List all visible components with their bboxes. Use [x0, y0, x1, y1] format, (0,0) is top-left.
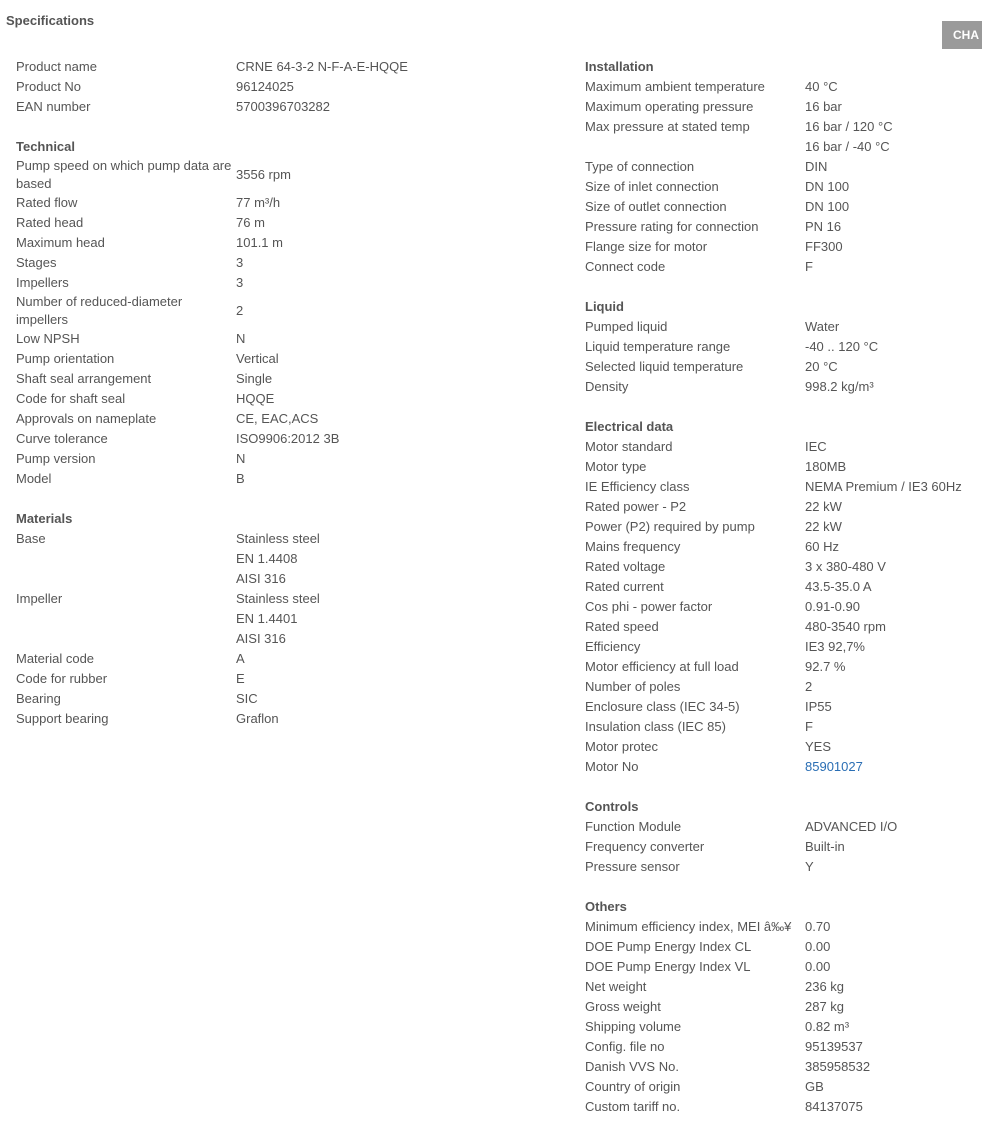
- spec-value-line: EN 1.4401: [236, 611, 298, 626]
- spec-value: N: [236, 451, 246, 466]
- spec-label: Pressure rating for connection: [585, 219, 759, 234]
- spec-label: Impeller: [16, 591, 63, 606]
- left-column: [16, 57, 556, 749]
- spec-value: 76 m: [236, 215, 265, 230]
- spec-row: [585, 1097, 974, 1117]
- spec-row: [585, 117, 974, 157]
- spec-row: [16, 77, 556, 97]
- spec-row: [585, 377, 974, 397]
- spec-value: CE, EAC,ACS: [236, 411, 319, 426]
- spec-label: Shaft seal arrangement: [16, 371, 152, 386]
- spec-row: [16, 213, 556, 233]
- spec-row: [16, 97, 556, 117]
- spec-label: DOE Pump Energy Index VL: [585, 959, 751, 974]
- spec-row: [585, 1017, 974, 1037]
- spec-value: 180MB: [805, 459, 847, 474]
- spec-value: F: [805, 719, 813, 734]
- spec-row: [16, 57, 556, 77]
- spec-row: [16, 689, 556, 709]
- spec-value: 2: [236, 303, 244, 318]
- page-title: Specifications: [6, 13, 95, 28]
- spec-row: [585, 917, 974, 937]
- spec-row: [16, 669, 556, 689]
- spec-label: Power (P2) required by pump: [585, 519, 755, 534]
- spec-label: Rated speed: [585, 619, 659, 634]
- spec-value: 3 x 380-480 V: [805, 559, 886, 574]
- spec-label: Pump orientation: [16, 351, 115, 366]
- spec-row: [585, 577, 974, 597]
- spec-value: 96124025: [236, 79, 294, 94]
- spec-value: -40 .. 120 °C: [805, 339, 879, 354]
- spec-value-line: AISI 316: [236, 631, 286, 646]
- spec-row: [585, 257, 974, 277]
- spec-row: [16, 157, 556, 193]
- spec-label: IE Efficiency class: [585, 479, 690, 494]
- controls-section: [585, 797, 974, 877]
- spec-value: 5700396703282: [236, 99, 330, 114]
- spec-row: [16, 369, 556, 389]
- spec-label: Custom tariff no.: [585, 1099, 681, 1114]
- spec-label: Base: [16, 531, 46, 546]
- spec-label: Enclosure class (IEC 34-5): [585, 699, 740, 714]
- spec-label: Max pressure at stated temp: [585, 119, 750, 134]
- spec-label: Minimum efficiency index, MEI â‰¥: [585, 919, 792, 934]
- section-title: Electrical data: [585, 419, 674, 434]
- spec-label: Frequency converter: [585, 839, 705, 854]
- spec-label: Motor efficiency at full load: [585, 659, 739, 674]
- general-section: [16, 57, 556, 117]
- spec-value: E: [236, 671, 245, 686]
- spec-label: Gross weight: [585, 999, 661, 1014]
- spec-row: [585, 817, 974, 837]
- spec-value-line: Stainless steel: [236, 591, 320, 606]
- spec-row: [585, 217, 974, 237]
- spec-row: [16, 349, 556, 369]
- spec-label: Number of poles: [585, 679, 681, 694]
- spec-value: 84137075: [805, 1099, 863, 1114]
- spec-row: [16, 469, 556, 489]
- spec-value: 0.91-0.90: [805, 599, 860, 614]
- spec-row: [585, 597, 974, 617]
- spec-label: Code for shaft seal: [16, 391, 126, 406]
- spec-label: Pump version: [16, 451, 96, 466]
- section-title: Controls: [585, 799, 639, 814]
- spec-row: [585, 717, 974, 737]
- spec-value: IP55: [805, 699, 832, 714]
- spec-label: Model: [16, 471, 52, 486]
- spec-label: Country of origin: [585, 1079, 681, 1094]
- spec-row: [16, 253, 556, 273]
- spec-value: DN 100: [805, 199, 850, 214]
- spec-value-line: Stainless steel: [236, 531, 320, 546]
- spec-label: Maximum head: [16, 235, 105, 250]
- spec-value: FF300: [805, 239, 843, 254]
- spec-value: A: [236, 651, 245, 666]
- spec-row: [585, 317, 974, 337]
- spec-value: 22 kW: [805, 519, 842, 534]
- spec-row: [585, 517, 974, 537]
- spec-row: [585, 857, 974, 877]
- spec-label: Rated power - P2: [585, 499, 687, 514]
- spec-value: Water: [805, 319, 840, 334]
- spec-row: [16, 329, 556, 349]
- spec-label: Rated current: [585, 579, 664, 594]
- spec-value: 22 kW: [805, 499, 842, 514]
- spec-row: [585, 977, 974, 997]
- spec-value: 480-3540 rpm: [805, 619, 886, 634]
- spec-label: Rated voltage: [585, 559, 666, 574]
- section-title: Others: [585, 899, 627, 914]
- spec-value: 2: [805, 679, 813, 694]
- section-title: Technical: [16, 139, 76, 154]
- spec-value: 101.1 m: [236, 235, 283, 250]
- spec-label: Product No: [16, 79, 82, 94]
- spec-row: [585, 657, 974, 677]
- spec-value: 60 Hz: [805, 539, 839, 554]
- spec-label: Code for rubber: [16, 671, 108, 686]
- spec-row: [585, 937, 974, 957]
- spec-value: 998.2 kg/m³: [805, 379, 874, 394]
- spec-label: Connect code: [585, 259, 666, 274]
- spec-value: YES: [805, 739, 832, 754]
- spec-value-line: EN 1.4408: [236, 551, 298, 566]
- spec-value: GB: [805, 1079, 824, 1094]
- spec-label: Danish VVS No.: [585, 1059, 679, 1074]
- spec-label: Net weight: [585, 979, 647, 994]
- spec-row: [16, 389, 556, 409]
- spec-label: Config. file no: [585, 1039, 665, 1054]
- spec-value: NEMA Premium / IE3 60Hz: [805, 479, 962, 494]
- spec-value: 0.70: [805, 919, 831, 934]
- spec-label: Motor protec: [585, 739, 658, 754]
- spec-value: 236 kg: [805, 979, 845, 994]
- spec-row: [585, 457, 974, 477]
- spec-value: 20 °C: [805, 359, 838, 374]
- section-title: Liquid: [585, 299, 624, 314]
- spec-value: DN 100: [805, 179, 850, 194]
- spec-row: [16, 233, 556, 253]
- spec-label: Product name: [16, 59, 97, 74]
- spec-label: Motor No: [585, 759, 639, 774]
- spec-label: DOE Pump Energy Index CL: [585, 939, 752, 954]
- spec-value: HQQE: [236, 391, 275, 406]
- spec-row: [585, 617, 974, 637]
- spec-value: [236, 589, 556, 649]
- others-section: [585, 897, 974, 1117]
- spec-row: [585, 197, 974, 217]
- spec-label: Shipping volume: [585, 1019, 682, 1034]
- spec-row: [585, 637, 974, 657]
- spec-value-line: 16 bar / -40 °C: [805, 139, 890, 154]
- spec-value: CRNE 64-3-2 N-F-A-E-HQQE: [236, 59, 408, 74]
- spec-label: Type of connection: [585, 159, 695, 174]
- spec-label: Selected liquid temperature: [585, 359, 744, 374]
- spec-label: Number of reduced-diameter impellers: [16, 294, 183, 327]
- spec-row: [585, 497, 974, 517]
- spec-value: 95139537: [805, 1039, 863, 1054]
- spec-label: Mains frequency: [585, 539, 681, 554]
- spec-row: [585, 77, 974, 97]
- spec-label: Flange size for motor: [585, 239, 708, 254]
- chart-button[interactable]: CHA: [942, 21, 982, 49]
- spec-label: Approvals on nameplate: [16, 411, 157, 426]
- spec-label: Impellers: [16, 275, 69, 290]
- spec-row: [16, 449, 556, 469]
- spec-value-line: 16 bar / 120 °C: [805, 119, 893, 134]
- spec-row: [585, 757, 974, 777]
- motor-no-link[interactable]: 85901027: [805, 759, 863, 774]
- spec-value: DIN: [805, 159, 828, 174]
- spec-label: Curve tolerance: [16, 431, 108, 446]
- spec-value: [236, 529, 556, 589]
- technical-section: [16, 137, 556, 489]
- spec-value: ADVANCED I/O: [805, 819, 898, 834]
- spec-label: Maximum ambient temperature: [585, 79, 765, 94]
- spec-label: Pump speed on which pump data are based: [16, 158, 232, 191]
- spec-value: 287 kg: [805, 999, 845, 1014]
- spec-label: Motor standard: [585, 439, 673, 454]
- spec-label: Stages: [16, 255, 57, 270]
- spec-value-line: AISI 316: [236, 571, 286, 586]
- spec-label: EAN number: [16, 99, 91, 114]
- spec-row: [16, 409, 556, 429]
- spec-label: Pumped liquid: [585, 319, 668, 334]
- spec-value: 3556 rpm: [236, 167, 291, 182]
- spec-value: 385958532: [805, 1059, 871, 1074]
- spec-value: 92.7 %: [805, 659, 846, 674]
- section-title: Materials: [16, 511, 73, 526]
- spec-value: Vertical: [236, 351, 279, 366]
- spec-value: Built-in: [805, 839, 845, 854]
- spec-row: [585, 157, 974, 177]
- spec-label: Material code: [16, 651, 95, 666]
- spec-label: Density: [585, 379, 629, 394]
- spec-value: [805, 117, 974, 157]
- liquid-section: [585, 297, 974, 397]
- spec-value: IEC: [805, 439, 827, 454]
- spec-value: 3: [236, 255, 244, 270]
- spec-label: Bearing: [16, 691, 61, 706]
- spec-row: [16, 429, 556, 449]
- spec-label: Cos phi - power factor: [585, 599, 713, 614]
- spec-row: [585, 997, 974, 1017]
- spec-row: [16, 529, 556, 589]
- spec-label: Low NPSH: [16, 331, 80, 346]
- spec-label: Efficiency: [585, 639, 641, 654]
- spec-value: PN 16: [805, 219, 842, 234]
- spec-row: [585, 837, 974, 857]
- spec-row: [16, 273, 556, 293]
- spec-row: [585, 177, 974, 197]
- spec-value: SIC: [236, 691, 258, 706]
- spec-value: ISO9906:2012 3B: [236, 431, 340, 446]
- spec-label: Pressure sensor: [585, 859, 680, 874]
- spec-value: IE3 92,7%: [805, 639, 865, 654]
- spec-row: [16, 293, 556, 329]
- spec-value: 77 m³/h: [236, 195, 281, 210]
- spec-row: [16, 709, 556, 729]
- spec-label: Motor type: [585, 459, 647, 474]
- spec-row: [585, 237, 974, 257]
- spec-row: [585, 437, 974, 457]
- installation-section: [585, 57, 974, 277]
- spec-row: [585, 1057, 974, 1077]
- electrical-section: [585, 417, 974, 777]
- spec-label: Size of outlet connection: [585, 199, 727, 214]
- spec-row: [585, 97, 974, 117]
- spec-value: 0.82 m³: [805, 1019, 850, 1034]
- spec-value: 0.00: [805, 939, 831, 954]
- spec-label: Function Module: [585, 819, 682, 834]
- spec-label: Insulation class (IEC 85): [585, 719, 726, 734]
- spec-value: F: [805, 259, 813, 274]
- spec-row: [585, 557, 974, 577]
- spec-row: [585, 737, 974, 757]
- spec-label: Support bearing: [16, 711, 109, 726]
- spec-row: [585, 957, 974, 977]
- materials-section: [16, 509, 556, 729]
- spec-label: Liquid temperature range: [585, 339, 731, 354]
- spec-label: Rated head: [16, 215, 84, 230]
- spec-value: 43.5-35.0 A: [805, 579, 872, 594]
- spec-row: [16, 193, 556, 213]
- right-column: [585, 57, 974, 1137]
- spec-row: [16, 589, 556, 649]
- spec-row: [585, 697, 974, 717]
- spec-value: B: [236, 471, 245, 486]
- spec-value: 16 bar: [805, 99, 842, 114]
- section-title: Installation: [585, 59, 654, 74]
- spec-value: Single: [236, 371, 273, 386]
- spec-row: [585, 1037, 974, 1057]
- spec-row: [585, 677, 974, 697]
- spec-row: [585, 357, 974, 377]
- spec-value: 3: [236, 275, 244, 290]
- spec-label: Rated flow: [16, 195, 78, 210]
- spec-row: [585, 537, 974, 557]
- spec-row: [16, 649, 556, 669]
- spec-label: Size of inlet connection: [585, 179, 719, 194]
- spec-value: N: [236, 331, 246, 346]
- spec-label: Maximum operating pressure: [585, 99, 754, 114]
- spec-value: 40 °C: [805, 79, 838, 94]
- spec-value: Y: [805, 859, 814, 874]
- spec-row: [585, 337, 974, 357]
- spec-row: [585, 477, 974, 497]
- spec-row: [585, 1077, 974, 1097]
- spec-value: 0.00: [805, 959, 831, 974]
- spec-value: Graflon: [236, 711, 279, 726]
